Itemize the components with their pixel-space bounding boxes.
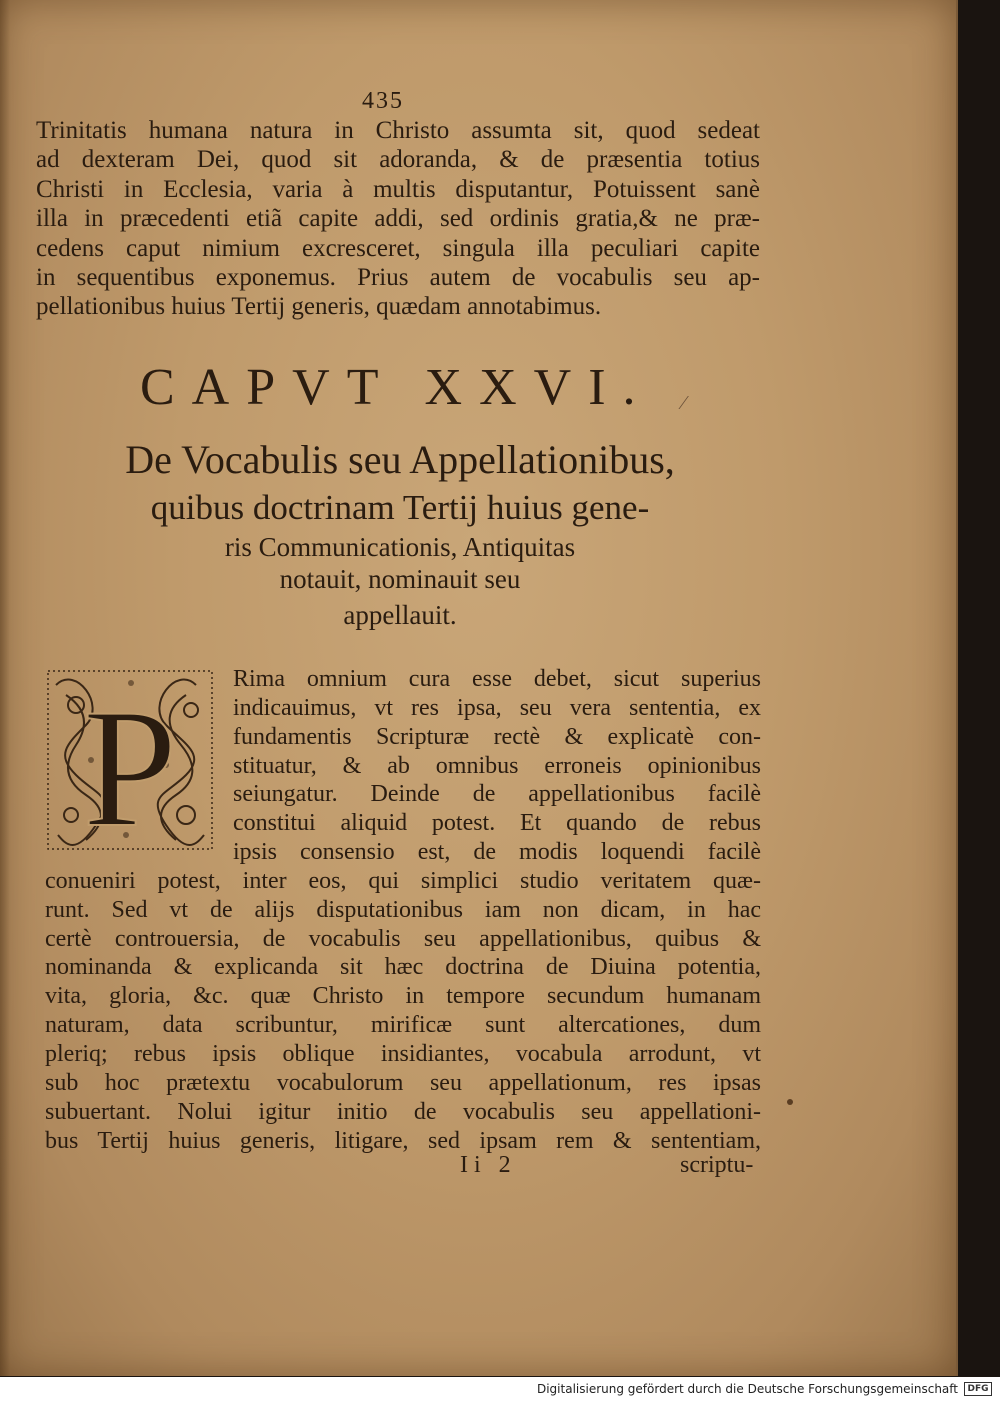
text-line: stituatur, & ab omnibus erroneis opinionibus [233, 752, 761, 779]
dropcap-letter: P [82, 674, 178, 855]
text-line: in sequentibus exponemus. Prius autem de vocabulis seu ap- [36, 264, 760, 292]
text-line: runt. Sed vt de alijs disputationibus iam non dicam, in hac [45, 896, 761, 923]
text-line: subuertant. Nolui igitur initio de vocabulis seu appellationi- [45, 1098, 761, 1125]
intro-paragraph [36, 116, 760, 322]
text-line: pleriq; rebus ipsis oblique insidiantes, vocabula arrodunt, vt [45, 1040, 761, 1067]
text-line: Christi in Ecclesia, varia à multis disputantur, Potuissent sanè [36, 175, 760, 203]
chapter-title-line: De Vocabulis seu Appellationibus, [125, 437, 675, 482]
text-line: vita, gloria, &c. quæ Christo in tempore secundum humanam [45, 983, 761, 1010]
text-line: indicauimus, vt res ipsa, seu vera sententia, ex [233, 694, 761, 721]
text-line: Rima omnium cura esse debet, sicut superius [233, 666, 761, 692]
catchword: scriptu- [680, 1152, 754, 1178]
chapter-heading: CAPVT XXVI. [140, 359, 653, 416]
chapter-title-line: appellauit. [343, 600, 457, 630]
text-line: constitui aliquid potest. Et quando de rebus [233, 810, 761, 837]
text-line: bus Tertij huius generis, litigare, sed ipsam rem & sententiam, [45, 1127, 761, 1154]
chapter-title-line: ris Communicationis, Antiquitas [224, 532, 576, 562]
credit-text: Digitalisierung gefördert durch die Deutsche Forschungsgemeinschaft [536, 1382, 958, 1396]
text-line: ad dexteram Dei, quod sit adoranda, & de præsentia totius [36, 146, 760, 174]
text-line: seiungatur. Deinde de appellationibus facilè [233, 781, 761, 808]
stray-mark: ⁄ [682, 392, 686, 414]
text-line: cedens caput nimium excresceret, singula illa peculiari capite [36, 234, 760, 262]
text-line: nominanda & explicanda sit hæc doctrina de Diuina potentia, [45, 954, 761, 981]
margin-mark [787, 1099, 793, 1105]
signature-mark: Ii 2 [460, 1152, 517, 1178]
text-line: certè controuersia, de vocabulis seu appellationibus, quibus & [45, 925, 761, 952]
body-paragraph [45, 665, 761, 1155]
text-line: pellationibus huius Tertij generis, quædam annotabimus. [36, 293, 602, 321]
chapter-title-line: notauit, nominauit seu [279, 564, 521, 594]
text-line: illa in præcedenti etiã capite addi, sed ordinis gratia,& ne præ- [36, 205, 760, 233]
text-line: ipsis consensio est, de modis loquendi facilè [233, 839, 761, 866]
text-line: conueniri potest, inter eos, qui simplici studio veritatem quæ- [45, 867, 761, 894]
text-line: fundamentis Scripturæ rectè & explicatè con- [233, 723, 761, 750]
text-line: Trinitatis humana natura in Christo assumta sit, quod sedeat [36, 117, 760, 144]
digitization-credit-bar [0, 1377, 1000, 1401]
text-line: sub hoc prætextu vocabulorum seu appellationum, res ipsas [45, 1069, 761, 1096]
page-number: 435 [362, 88, 404, 114]
text-line: naturam, data scribuntur, mirificæ sunt altercationes, dum [45, 1012, 761, 1039]
chapter-title-line: quibus doctrinam Tertij huius gene- [150, 488, 650, 527]
dfg-logo: DFG [964, 1382, 992, 1396]
